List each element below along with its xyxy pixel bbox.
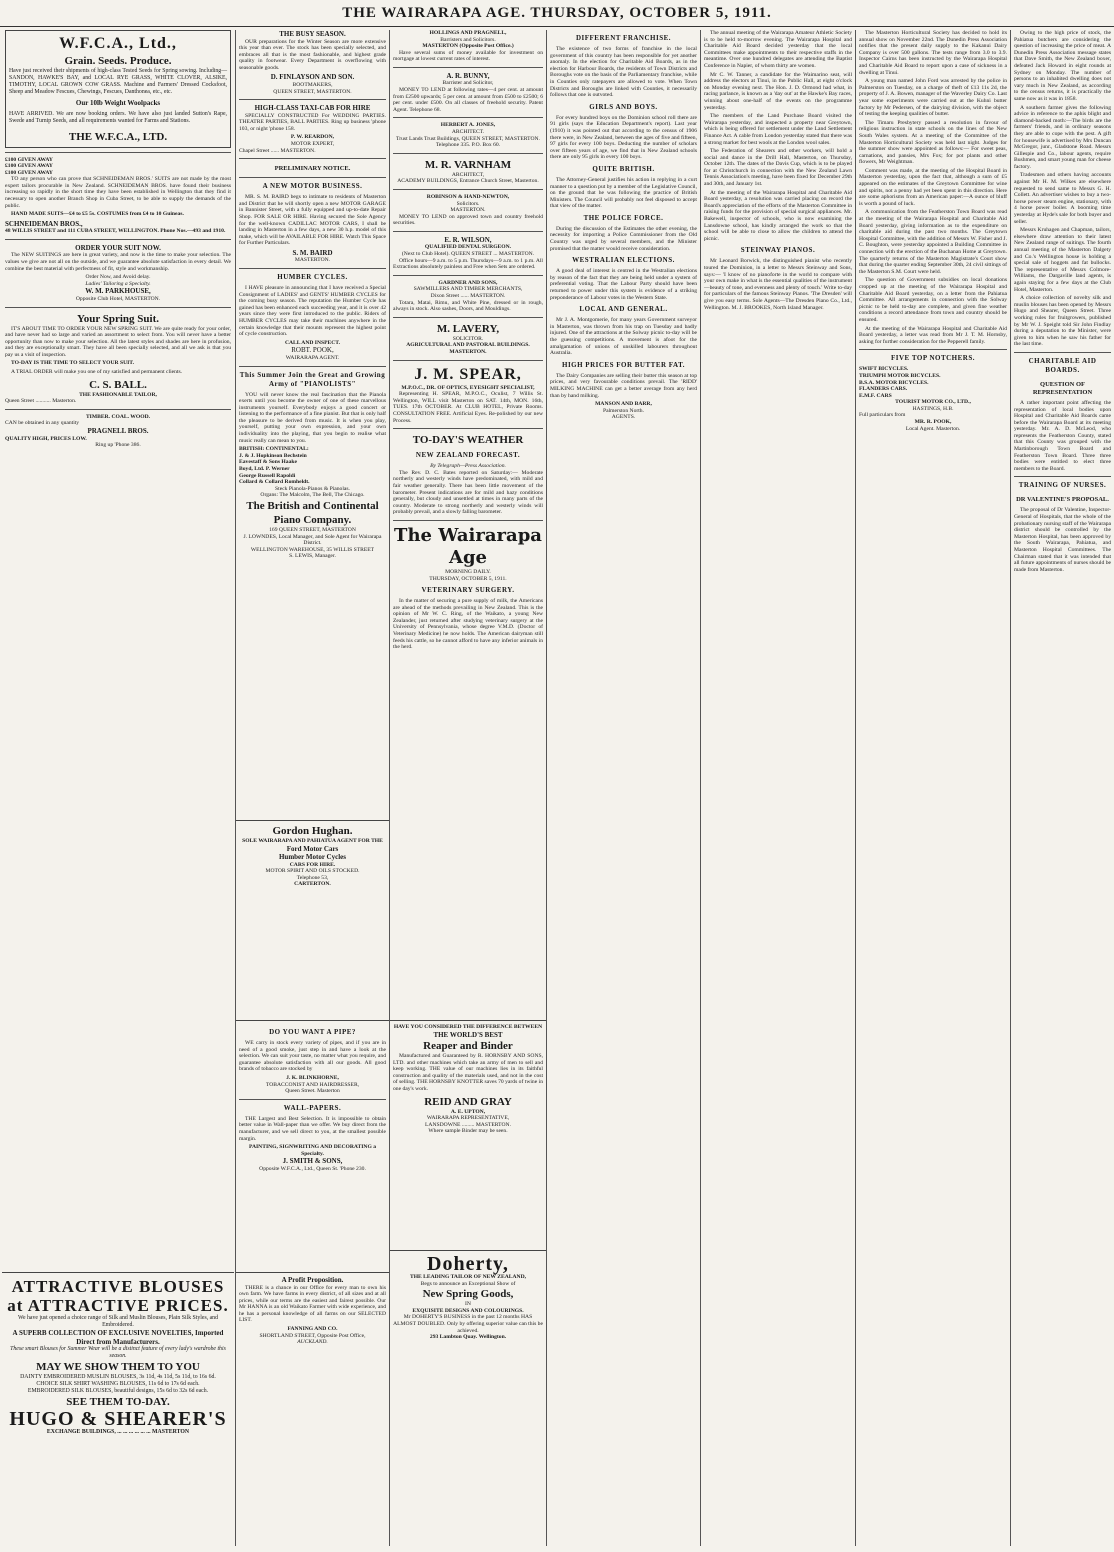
gardner-tag: SAWMILLERS AND TIMBER MERCHANTS, — [413, 286, 523, 293]
hugo-shearer: HUGO & SHEARER'S — [9, 1408, 227, 1430]
pipe-name: J. K. BLINKHORNE, — [286, 1074, 339, 1081]
jones-address: Trust Lands Trust Buildings, QUEEN STREET, MASTERTON. Telephone 335. P.O. Box 60. — [396, 135, 540, 149]
upton-address: LANSDOWNE ......... MASTERTON. — [425, 1121, 511, 1128]
parkhouse-address: Opposite Club Hotel, MASTERTON. — [75, 295, 161, 302]
baird-name: S. M. BAIRD — [292, 248, 333, 257]
organs-line: Organs: The Malcolm, The Bell, The Chicago. — [260, 492, 365, 499]
age-date: THURSDAY, OCTOBER 5, 1911. — [429, 575, 507, 582]
wilson-heading: E. R. WILSON, — [444, 235, 492, 244]
schneideman-address: 48 WILLIS STREET and 111 CUBA STREET, WELLINGTON. Phone Nos.—493 and 1910. — [5, 228, 226, 235]
wfca-subtitle: Grain. Seeds. Produce. — [64, 55, 172, 67]
franchise-body: The existence of two forms of franchise in the local government of this country has been responsible for yet another anomaly. In the election for Charitable Aid Boards, as in the election for Harbour Boards, the residents of Town Districts and Boroughs vote on the basis of the Parliamentary franchise, while in Counties only ratepayers are allowed to vote. When Town Districts and Boroughs are linked with Counties, it necessarily follows that one is outvoted. — [550, 46, 697, 99]
five-name: MR. R. POOK, — [914, 419, 952, 426]
column-4 — [547, 30, 700, 1546]
schneideman-ad — [5, 157, 231, 235]
profit-heading: A Profit Proposition. — [281, 1276, 344, 1284]
schneideman-name: SCHNEIDEMAN BROS., — [5, 219, 83, 228]
pipe-body: WE carry in stock every variety of pipes, and if you are in need of a good smoke, just step in and have a look at the selection. We can suit your taste, no matter what you require, and guarantee absolute satisfaction with all our goods. All good brands of tobacco are stocked by — [239, 1040, 386, 1073]
lavery-tag: SOLICITOR. — [452, 335, 484, 342]
gardner-address: Dixon Street ...... MASTERTON. — [430, 293, 506, 300]
five-heading: FIVE TOP NOTCHERS. — [890, 354, 975, 363]
col6-paragraph: A young man named John Ford was arrested by the police in Palmerston on Tuesday, on a charge of theft of £13 11s 2d, the property of J. A. Bowen, manager of the Waverley Dairy Co. Last year some experiments were carried out at the Kuhni butter factory by Mr Pedersen, of the dairying division, with the object of testing the keeping qualities of butter. — [859, 78, 1007, 118]
wfca-ad — [5, 30, 231, 148]
ball-body: IT'S ABOUT TIME TO ORDER YOUR NEW SPRING SUIT. We are quite ready for your order, and have never had so large and varied an assortment to select from. You will never have a better opportunity than now to make your selection. All the latest styles and shades are here in profusion, and they are exceptionally smart. They have all been specially selected, and all we ask is that you pay us a visit of inspection. — [5, 325, 231, 358]
wfca-body2: HAVE ARRIVED. We are now booking orders. We have also just landed Sutton's Rape, Swede and Turnip Seeds, and all requirements wanted for Farms and Stations. — [9, 110, 227, 124]
profit-address: SHORTLAND STREET, Opposite Post Office, — [259, 1332, 366, 1339]
giveaway-line: £100 GIVEN AWAY — [5, 169, 53, 176]
signoff-address: Palmerston North. — [602, 407, 645, 414]
franchise-heading: DIFFERENT FRANCHISE. — [575, 34, 672, 42]
reaper-body: Manufactured and Guaranteed by R. HORNSBY AND SONS, LTD. and other machines which take an army of men to sell and keep working. THE value of our machines lies in its faithful construction and quality of the materials used, and not in the cost of selling. THE HORNSBY KNOTTER saves 70 yards of twine in one day's work. — [393, 1053, 543, 1093]
doherty-in: IN — [465, 1301, 471, 1308]
wfca-woolpacks: Our 10lb Weight Woolpacks — [75, 99, 161, 107]
ball-tag: THE FASHIONABLE TAILOR, — [79, 391, 157, 398]
weather-heading: TO-DAY'S WEATHER — [412, 434, 524, 447]
pragnell-tag: QUALITY HIGH, PRICES LOW. — [5, 435, 87, 442]
hughan-phone: Telephone 53, — [296, 874, 329, 881]
pianists-list-item: J. & J. Hopkinson Bechstein — [239, 452, 307, 459]
doherty-ad — [390, 1250, 546, 1546]
busy-body: OUR preparations for the Winter Season are more extensive this year than ever. The stock has been specially selected, and embraces all that is the most fashionable, and highest grade quality in footwear. Every Department is overflowing with seasonable goods. — [239, 38, 386, 71]
col7-paragraph: A southern farmer gives the following advice in reference to the aphis blight and diamond-backed moth:—The birds are the farmers' friends, and in ordinary seasons they are able to cope with the pest. A gift for housewife is advertised by Mrs Duncan McGregor, junr., Gladstone Road. Messrs Gillespie and Co., labour agents, require Bushmen, and smart young man for cheese factory. — [1014, 104, 1111, 170]
wfca-body: Have just received their shipments of high-class Tested Seeds for Spring sowing. Including— SANDON, HAWKE'S BAY, and LOCAL RYE GRASS, WHITE CLOVER, ALSIKE, TIMOTHY, LOCAL GROWN COW GRASS. Machine and Farmers' Dressed Cocksfoot, Sheep and Meadow Fescues, Chewings, Fescues, Danthonea, etc., etc. — [9, 68, 227, 95]
col6-paragraph: The question of Government subsidies on local donations cropped up at the meeting of the Wairarapa Hospital and Charitable Aid Board yesterday, on a letter from the Pahiatua Committee. All arrangements in connection with the Solway picnic to be held to-day are complete, and given fine weather conditions a record attendance from town and country should be ensured. — [859, 277, 1007, 323]
butter-heading: HIGH PRICES FOR BUTTER FAT. — [562, 360, 685, 369]
jones-heading: HERBERT A. JONES, — [440, 122, 496, 129]
quite-body: The Attorney-General justifies his action in replying in a curt manner to a question put by a member of the Legislative Council, on the ground that he was following the practice of British Ministers. The Council will probably not feel disposed to accept that view of the matter. — [550, 176, 697, 210]
steinway-heading: STEINWAY PIANOS. — [740, 246, 816, 255]
reaper-head3: Reaper and Binder — [423, 1040, 513, 1053]
parkhouse-name: W. M. PARKHOUSE, — [85, 287, 151, 296]
ball-today: TO-DAY IS THE TIME TO SELECT YOUR SUIT. — [11, 360, 135, 367]
quite-heading: QUITE BRITISH. — [592, 164, 655, 173]
girls-body: For every hundred boys on the Dominion school roll there are 91 girls (says the Education Department's report). Last year (1910) it was pointed out that according to the census of 1906 there were, in New Zealand, between the ages of five and fifteen, 97 girls for every 100 boys. Deducting the number of scholars over fifteen years of age, we find that in New Zealand schools there are only 95 girls in every 100 boys. — [550, 114, 697, 161]
age-subtitle: MORNING DAILY. — [445, 568, 491, 575]
spear-tag: M.P.O.C., DR. OF OPTICS, EYESIGHT SPECIALIST, — [401, 384, 535, 391]
age-title: The Wairarapa Age — [394, 524, 542, 568]
hughan-ford: Ford Motor Cars — [286, 844, 339, 853]
humber-call: CALL AND INSPECT. — [284, 339, 341, 346]
five-item: TRIUMPH MOTOR BICYCLES. — [859, 372, 941, 379]
col6-paragraph: The Masterton Horticultural Society has decided to hold its annual show on November 22nd. The Dunedin Press Association notifies that the present daily supply to the Kakanui Dairy Company is over 500 gallons. The tests range from 3.0 to 3.9. Inspector Cairns has been instructed by the Wairarapa Hospital and Charitable Aid Board to report upon a case of sickness in a dwelling at Tinui. — [859, 30, 1007, 76]
parkhouse-ladies: Ladies' Tailoring a Specialty. — [85, 280, 151, 287]
blouses-collection: A SUPERB COLLECTION OF EXCLUSIVE NOVELTIES, Imported Direct from Manufacturers. — [12, 1329, 224, 1346]
doherty-heading: Doherty, — [427, 1253, 509, 1275]
reaper-head1: HAVE YOU CONSIDERED THE DIFFERENCE BETWEEN — [393, 1024, 543, 1030]
col6-paragraph: Comment was made, at the meeting of the Hospital Board in Masterton yesterday, upon the fact that, although a sum of £5 appeared on the estimates of the Greytown Committee for wine and spirits, not a penny had yet been spent in this direction. Here are some aphorisms from an American paper:—A ounce of bluff is worth a pound of luck. — [859, 167, 1007, 207]
column-6 — [856, 30, 1010, 1546]
taxicab-body: SPECIALLY CONSTRUCTED For WEDDING PARTIES. THEATRE PARTIES, BALL PARTIES. Ring up business 'phone 103, or night 'phone 158. — [239, 112, 386, 132]
wallpaper-address: Opposite W.F.C.A., Ltd., Queen St. 'Phone 230. — [259, 1165, 366, 1172]
column-1 — [2, 30, 234, 1270]
profit-body: THERE is a chance in our Office for every man to own his own farm. We have farms in every district, of all sizes and at all prices, while our terms are the easiest and fairest possible. Our Mr HANNA is an old Waikato Farmer with wide experience, and he has a personal knowledge of all farms on our SELECTED LIST. — [239, 1284, 386, 1324]
pipe-tag: TOBACCONIST AND HAIRDRESSER, — [265, 1081, 360, 1088]
preliminary-notice: PRELIMINARY NOTICE. — [274, 165, 351, 173]
vet-heading: VETERINARY SURGERY. — [421, 586, 515, 595]
col7-paragraph: Tradesmen and others having accounts against Mr H. M. Wilkes are elsewhere requested to send same to Messrs G. H. Collett. An advertiser wishes to buy a two-horse power steam engine, stationary, with 4 horse power boiler. A booming time yesterday at Hyde's sale for both buyer and seller. — [1014, 172, 1111, 225]
wallpaper-name: J. SMITH & SONS, — [282, 1157, 343, 1166]
hughan-heading: Gordon Hughan. — [272, 825, 353, 837]
local-body: Mr J. A. Montgomerie, for many years Government surveyor in Masterton, was thrown from his trap on Tuesday and badly injured. One of the attractions at the Solway picnic to-day will be the guessing competitions. A movement is afoot for the amalgamation of unions of unskilled labourers throughout Australia. — [550, 317, 697, 357]
baird-address: MASTERTON. — [294, 257, 331, 264]
giveaway-line: £100 GIVEN AWAY — [5, 156, 53, 163]
robinson-tag: Solicitors. — [456, 200, 480, 207]
pipe-heading: DO YOU WANT A PIPE? — [269, 1028, 356, 1036]
reid-gray: REID AND GRAY — [424, 1095, 512, 1108]
column-5 — [701, 30, 855, 1546]
ball-address: Queen Street ........... Masterton. — [5, 398, 77, 405]
pragnell-body: CAN be obtained in any quantity — [5, 420, 80, 427]
local-heading: LOCAL AND GENERAL. — [579, 305, 668, 314]
blouses-line: DAINTY EMBROIDERED MUSLIN BLOUSES, 3s 11d, 4s 11d, 5s 11d, to 16s 6d. — [20, 1374, 216, 1380]
parkhouse-order: Order Now, and Avoid delay. — [85, 274, 151, 281]
doherty-body: Begs to announce an Exceptional Show of — [420, 1280, 516, 1287]
pianists-body: YOU will never know the real fascination that the Pianola exerts until you become the owner of one of these marvellous instruments yourself. Everybody enjoys a good concert or listening to the performance of a fine pianist. But that is only half the pleasure to be derived from music. It is when you play, yourself, putting your own expression, and your own individuality into the playing, that you begin to realise what music really can mean to you. — [239, 391, 386, 444]
westralian-body: A good deal of interest is centred in the Westralian elections by reason of the fact that they are being held under a system of preferential voting. That the Labour Party should have been returned to power under this system is evidence of a striking preponderance of Labour votes in the Western State. — [550, 268, 697, 301]
hugo-address: EXCHANGE BUILDINGS, ... ... ... ... ... ... MASTERTON — [46, 1429, 190, 1435]
profit-ad — [236, 1272, 389, 1546]
jones-tag: ARCHITECT. — [451, 129, 485, 136]
nurses-body: The proposal of Dr Valentine, Inspector-General of Hospitals, that the whole of the probationary nursing staff of the Wairarapa district should be controlled by the Masterton Hospital, has been approved by the South Wairarapa, Pahiatua, and Masterton Hospital Committees. The Chairman stated that it was intended that all future appointments of nurses should be made from Masterton. — [1014, 507, 1111, 573]
reaper-ad — [390, 1020, 546, 1248]
schneideman-body: TO any person who can prove that SCHNEIDEMAN BROS.' SUITS are not made by the most expert tailors procurable in New Zealand. SCHNEIDEMAN BROS. have found their business increasing so rapidly in the short time they have been established in Wellington that they find it necessary to open another Branch Shop in Cuba Street, to be able to supply the demands of the public. — [5, 176, 231, 209]
robinson-heading: ROBINSON & HAND-NEWTON, — [426, 194, 510, 200]
humber-body: I HAVE pleasure in announcing that I have received a Special Consignment of LADIES' and GENTS' HUMBER CYCLES for the coming busy season. The reputation the Humber Cycle has gained has been enhanced each succeeding year, and it is over 42 years since they were first introduced to the public. Riders of HUMBER CYCLES may take their machines anywhere in the certain knowledge that their mounts represent the highest point of cycle construction. — [239, 285, 386, 338]
doherty-tag: THE LEADING TAILOR OF NEW ZEALAND, — [409, 1274, 527, 1280]
piano-wellington: WELLINGTON WAREHOUSE, 35 WILLIS STREET — [250, 546, 375, 553]
five-item: FLANDERS CARS. — [859, 386, 908, 393]
pragnell-heading: TIMBER. COAL. WOOD. — [85, 413, 151, 420]
ball-ad — [5, 312, 231, 405]
finlayson-tag: BOOTMAKERS, — [292, 81, 333, 88]
pianists-heading: This Summer Join the Great and Growing Army of "PIANOLISTS" — [239, 370, 386, 388]
lavery-body: AGRICULTURAL AND PASTORAL BUILDINGS. MASTERTON. — [406, 342, 530, 355]
parkhouse-body: The NEW SUITINGS are here in great variety, and now is the time to make your selection. The values we give are not all on the outside, and we guarantee absolute satisfaction in every detail. We combine the best material with perfectness of fit, style and workmanship. — [5, 252, 231, 272]
pragnell-ad — [5, 414, 231, 449]
wilson-tag: QUALIFIED DENTAL SURGEON. — [424, 244, 512, 251]
reardon-tag: MOTOR EXPERT, — [290, 141, 335, 148]
giveaway-line: £100 GIVEN AWAY — [5, 163, 53, 170]
blouses-show: MAY WE SHOW THEM TO YOU — [36, 1361, 200, 1373]
busy-heading: THE BUSY SEASON. — [279, 30, 346, 38]
weather-subheading: NEW ZEALAND FORECAST. — [415, 451, 521, 460]
pianists-list-item: Eavestaff & Sons Haake — [239, 459, 297, 466]
blouses-heading: ATTRACTIVE BLOUSES at ATTRACTIVE PRICES. — [7, 1277, 229, 1315]
piano-manager-2: S. LEWIS, Manager. — [289, 553, 336, 560]
piano-company: The British and Continental Piano Company. — [246, 500, 379, 526]
hughan-hire: CARS FOR HIRE. — [289, 861, 336, 868]
wallpaper-heading: WALL-PAPERS. — [283, 1103, 342, 1112]
bunny-tag: Barrister and Solicitor, — [442, 80, 494, 87]
nurses-heading: TRAINING OF NURSES. — [1018, 481, 1107, 490]
signoff-name: MANSON AND BARR, — [595, 401, 652, 408]
vet-body: In the matter of securing a pure supply of milk, the Americans are ahead of the methods prevailing in New Zealand. This is the opinion of Mr W. C. Ring, of the Waikato, a young New Zealander, just returned after studying veterinary surgery at the University of Pennsylvania, whose degree V.M.D. (Doctor of Veterinary Medicine) he now holds. The American dairyman still feeds his cattle, so he cannot afford to have any inferior animals in the herd. — [393, 598, 543, 651]
doherty-address: 293 Lambton Quay. Wellington. — [429, 1334, 507, 1341]
schneideman-prices: HAND MADE SUITS—£4 to £5 5s. COSTUMES from £4 to 10 Guineas. — [11, 211, 184, 218]
five-item: SWIFT BICYCLES. — [859, 366, 909, 373]
steinway-body: Mr Leonard Borwick, the distinguished pianist who recently toured the Dominion, in a letter to Messrs Steinway and Sons, says:— 'I know of no pianoforte in the world to compare with your own make in what is the essential qualities of the instrument—beauty of tone, and evenness and plenty of touch.' Write to-day for particulars of the famous Steinway Pianos. 'The Dresden' will give you easy terms. Sole Agents—The Dresden Piano Co., Ltd., Wellington. M. J. BROOKES, North Island Manager. — [704, 258, 852, 311]
bunny-heading: A. R. BUNNY, — [446, 71, 490, 80]
robinson-body: MONEY TO LEND on approved town and country freehold securities. — [393, 213, 543, 227]
col7-paragraph: Messrs Kruhagen and Chapman, tailors, elsewhere draw attention to their latest New Zealand range of suitings. The fourth annual meeting of the Masterton Dalgety and Co.'s Wellington house is holding a special sale of hoggets and fat bullocks. The representative of Messrs Colmore-Williams, the Dargaville land agents, is again staying for a few days at the Club Hotel, Masterton. — [1014, 227, 1111, 293]
humber-heading: HUMBER CYCLES. — [277, 273, 348, 282]
varnham-address: ACADEMY BUILDINGS, Entrance Church Street, Masterton. — [397, 178, 539, 185]
pianists-list-head: BRITISH: CONTINENTAL: — [239, 446, 309, 453]
pragnell-phone: Ring up 'Phone 386. — [95, 442, 141, 449]
charitable-heading: CHARITABLE AID BOARDS. — [1028, 356, 1097, 374]
reaper-head2: THE WORLD'S BEST — [433, 1030, 503, 1039]
upton-tag: WAIRARAPA REPRESENTATIVE, — [426, 1115, 510, 1122]
baird-body: MR. S. M. BAIRD begs to intimate to residents of Masterton and District that he will shortly open a new MOTOR GARAGE in Bannister Street, with a fully equipped and up-to-date Repair Shop. FOR SALE OR HIRE. Having secured the Sole Agency for the well-known CADILLAC MOTOR CARS, I shall be landing in Masterton in a few days, a new 30 h.p. model of this make, which will be AVAILABLE FOR HIRE. Watch This Space for Further Particulars. — [239, 194, 386, 247]
masthead: THE WAIRARAPA AGE. THURSDAY, OCTOBER 5, 1911. — [0, 0, 1114, 27]
gardner-heading: GARDNER AND SONS, — [438, 279, 498, 286]
hughan-ad — [236, 820, 389, 1018]
weather-body: The Rev. D. C. Bates reported on Saturday:— Moderate northerly and westerly winds have predominated, with mild and fair weather generally. There has been little movement of the barometer. Present indications are for mild and hazy conditions generally, but cloudy and unsettled at times in many parts of the country. Moderate to strong northerly and westerly winds will probably prevail, and a slowly falling barometer. — [393, 469, 543, 516]
spear-heading: J. M. SPEAR, — [414, 365, 522, 383]
pragnell-name: PRAGNELL BROS. — [87, 427, 149, 436]
column-7 — [1011, 30, 1114, 1546]
five-item: B.S.A. MOTOR BICYCLES. — [859, 379, 929, 386]
blouses-line: CHOICE SILK SHIRT WASHING BLOUSES, 11s 6d to 17s 6d each. — [36, 1381, 200, 1387]
girls-heading: GIRLS AND BOYS. — [589, 102, 658, 111]
police-body: During the discussion of the Estimates the other evening, the necessity for importing a Police Commissioner from the Old Country was urged by several members, and the Minister promised that the matter would receive consideration. — [550, 225, 697, 252]
baird-heading: A NEW MOTOR BUSINESS. — [262, 182, 363, 191]
butter-body: The Dairy Companies are selling their butter this season at top prices, and very favourable conditions prevail. The 'RIDD' MILKING MACHINE can get a better average from any herd than by hand milking. — [550, 372, 697, 399]
bunny-body: MONEY TO LEND at following rates—4 per cent. at amount from £2500 upwards; 5 per cent. at amount from £500 to £2500; 6 per cent. under £500. On all classes of freehold security. Patent Agent. Telephone 68. — [393, 87, 543, 113]
col7-paragraph: Owing to the high price of stock, the Pahiatua butchers are considering the question of increasing the price of meat. A Dunedin Press Association message states that Dave Smith, the New Zealand boxer, defeated Jack Howard in eight rounds at Sydney on Monday. The number of persons to an inhabited dwelling does not vary much in New Zealand, as according to the census returns, it is practically the same now as it was in 1858. — [1014, 30, 1111, 102]
hollings-heading: HOLLINGS AND PRAGNELL, — [429, 30, 507, 36]
five-agent: TOURIST MOTOR CO., LTD., — [895, 399, 971, 406]
lavery-heading: M. LAVERY, — [436, 322, 500, 335]
varnham-tag: ARCHITECT, — [451, 171, 485, 178]
parkhouse-heading: ORDER YOUR SUIT NOW. — [75, 243, 161, 252]
five-item: E.M.F. CARS — [859, 392, 892, 399]
pianists-list-item: Boyd, Ltd. P. Werner — [239, 466, 290, 473]
signoff-tag: AGENTS. — [611, 414, 636, 421]
col7-paragraph: A choice collection of novelty silk and muslin blouses has been opened by Messrs Hugo and Shearer, Queen Street. Three working rules for fruitgrowers, published by Mr W. J. Speight told Sir John Findlay during a deputation to the Minister, were given to him when he saw his father for the last time. — [1014, 295, 1111, 348]
wfca-footer: THE W.F.C.A., LTD. — [68, 130, 168, 143]
col5-paragraph: The annual meeting of the Wairarapa Amateur Athletic Society is to be held to-morrow evening. The Wairarapa Hospital and Charitable Aid Board decided yesterday that the local Committees make appointments to their respective staffs in the meantime. Over one hundred delegates are attending the Baptist Conference in Napier, of whom thirty are women. — [704, 30, 852, 69]
five-from: Full particulars from — [859, 412, 906, 419]
profit-name: FANNING AND CO. — [287, 1326, 338, 1333]
blouses-subheading: We have just opened a choice range of Silk and Muslin Blouses, Plain Silk Styles, and Embroidered. — [18, 1315, 218, 1328]
wallpaper-tag: PAINTING, SIGNWRITING AND DECORATING a Specialty. — [248, 1144, 377, 1157]
hughan-spirit: MOTOR SPIRIT AND OILS STOCKED. — [265, 868, 360, 875]
upton-note: Where sample Binder may be seen. — [428, 1128, 508, 1135]
nurses-subheading: DR VALENTINE'S PROPOSAL. — [1016, 496, 1109, 504]
blouses-ad — [2, 1272, 234, 1544]
col6-paragraph: The Timaru Presbytery passed a resolution in favour of religious instruction in state schools on the lines of the New South Wales system. At a meeting of the Committee of the Masterton Horticultural Society was held last night. Judges for the summer show were appointed as follows:— For sweet peas, carnations, and pansies, Mrs Fox; for pot plants and other flowers, Mr Weightman. — [859, 119, 1007, 166]
ball-heading: Your Spring Suit. — [76, 312, 160, 325]
pianists-list-item: Collard & Collard Romheldt. — [239, 479, 310, 486]
taxicab-heading: HIGH-CLASS TAXI-CAB FOR HIRE — [254, 104, 371, 113]
varnham-heading: M. R. VARNHAM — [424, 158, 512, 171]
upton-name: A. E. UPTON, — [450, 1108, 486, 1115]
hughan-body: SOLE WAIRARAPA AND PAHIATUA AGENT FOR THE — [242, 838, 383, 844]
piano-address: 169 QUEEN STREET, MASTERTON — [269, 527, 356, 533]
col6-paragraph: A communication from the Featherston Town Board was read at the meeting of the Wairarapa Hospital and Charitable Aid Board yesterday, giving information as to the expenditure on charitable aid during the past two months. The Greytown Hospital Committee, with the addition of Messrs W. Fisher and J. C. Boughton, were yesterday appointed a Building Committee in connection with the erection of the Buchanan Home at Greytown. The quarterly returns of the Masterton Magistrate's Court show that during the quarter ending September 30th, 24 civil sittings of the Masterton S.M. Court were held. — [859, 209, 1007, 275]
westralian-heading: WESTRALIAN ELECTIONS. — [572, 256, 675, 265]
piano-manager: J. LOWNDES, Local Manager, and Sole Agent for Wairarapa District. — [243, 533, 382, 547]
pipe-address: Queen Street. Masterton — [285, 1088, 340, 1095]
col6-paragraph: At the meeting of the Wairarapa Hospital and Charitable Aid Board yesterday, a letter was read from Mr J. T. M. Hornsby, asking for further consideration for the Pepperell family. — [859, 325, 1007, 345]
robinson-address: MASTERTON. — [450, 207, 486, 214]
parkhouse-ad — [5, 244, 231, 303]
hollings-address: MASTERTON (Opposite Post Office.) — [422, 43, 514, 50]
police-heading: THE POLICE FORCE. — [583, 213, 664, 222]
ball-trial: A TRIAL ORDER will make you one of my satisfied and permanent clients. — [11, 369, 183, 376]
steck-line: Steck Pianola-Pianos & Pianolas. — [275, 485, 350, 492]
pipe-wallpaper-ads — [236, 1020, 389, 1270]
blouses-see: SEE THEM TO-DAY. — [66, 1396, 170, 1408]
hughan-humber: Humber Motor Cycles — [278, 853, 346, 862]
doherty-designs: EXQUISITE DESIGNS AND COLOURINGS. — [412, 1307, 524, 1314]
pook-name: ROBT. POOK, — [291, 346, 334, 355]
finlayson-address: QUEEN STREET, MASTERTON. — [273, 88, 352, 95]
doherty-note: Mr DOHERTY'S BUSINESS in the past 12 months HAS ALMOST DOUBLED. Only by offering superior value can this be achieved. — [393, 1314, 543, 1334]
doherty-goods: New Spring Goods, — [422, 1288, 514, 1301]
spear-body: Representing H. SPEAR, M.P.O.C., Oculist, 7 Willis St. Wellington, WILL visit Masterton on SAT. 14th, MON. 16th, TUES. 17th OCTOBER. At CLUB HOTEL, Private Rooms. CONSULTATION FREE. Artificial Eyes. Re-polished by our new Process. — [393, 391, 543, 424]
five-tag: Local Agent. Masterton. — [905, 425, 961, 432]
profit-city: AUCKLAND. — [297, 1339, 328, 1346]
charitable-body: A rather important point affecting the representation of local bodies upon Hospital and Charitable Aid Boards came before the Wairarapa Board at its meeting yesterday. Mr. A. D. McLeod, who represents the Featherston County, stated that this County was grouped with the Martinborough Town Board and Featherston Town Board. Three three bodies were entitled to elect three members to the Board. — [1014, 399, 1111, 472]
wallpaper-body: THE Largest and Best Selection. It is impossible to obtain better value in Wall-paper than we offer. We buy direct from the manufacturer, and we sell direct to you, at the smallest possible margin. — [239, 1115, 386, 1142]
col5-paragraph: At the meeting of the Wairarapa Hospital and Charitable Aid Board yesterday, a resolution was carried placing on record the Board's appreciation of the efforts of the Masterton Committee in raising funds for the provision of special surgical appliances. Mr. Bakewell, inspector of schools, who is now examining the Lansdowne school, has kindly arranged the work so that the school will be able to close to allow the children to attend the picnic. — [704, 189, 852, 242]
pianists-list-item: George Russell Rapoldi — [239, 472, 296, 479]
five-address: HASTINGS, H.B. — [912, 405, 954, 412]
hollings-tag: Barristers and Solicitors. — [440, 36, 496, 43]
hughan-address: CARTERTON. — [294, 881, 331, 888]
col5-paragraph: Mr C. W. Tanner, a candidate for the Waimarino seat, will address the electors at Tinui, in the Public Hall, at eight o'clock on Monday evening next. The Hon. J. D. Ormond had what, in racing parlance, is known as a 'day out' at the Hawke's Bay races, winning about one-half of the events on the programme yesterday. — [704, 71, 852, 111]
ball-name: C. S. BALL. — [89, 378, 147, 391]
wilson-body: Office hours—9 a.m. to 5 p.m. Thursdays—9 a.m. to 1 p.m. All Extractions absolutely painless and Free when Sets are ordered. — [393, 257, 543, 271]
charitable-subheading: QUESTION OF REPRESENTATION — [1032, 380, 1093, 396]
pook-tag: WAIRARAPA AGENT. — [285, 354, 340, 361]
reardon-name: P. W. REARDON, — [290, 134, 335, 141]
wilson-address: (Next to Club Hotel). QUEEN STREET ... MASTERTON. — [401, 251, 535, 258]
weather-byline: By Telegraph—Press Association. — [430, 463, 506, 470]
finlayson-name: D. FINLAYSON AND SON. — [270, 73, 355, 82]
wfca-title: W.F.C.A., Ltd., — [59, 35, 177, 52]
col5-paragraph: The Federation of Shearers and other workers, will hold a social and dance in the Drill Hall, Masterton, on Thursday, October 12th. The dates of the Davis Cup, which is to be played for at Christchurch in connection with the New Zealand Lawn Tennis Association's meeting, have been fixed for December 29th and 30th, and January 1st. — [704, 148, 852, 188]
reardon-address: Chapel Street ...... MASTERTON. — [239, 147, 316, 154]
hollings-body: Have several sums of money available for investment on mortgage at lowest current rates of interest. — [393, 49, 543, 63]
blouses-line: EMBROIDERED SILK BLOUSES, beautiful designs, 15s 6d to 32s 6d each. — [27, 1388, 209, 1394]
gardner-body: Totara, Matai, Rimu, and White Pine, dressed or in rough, always in stock. Also sashes, Doors, and Mouldings. — [393, 299, 543, 313]
blouses-collection-sub: These smart Blouses for Summer Wear will be a distinct feature of every lady's wardrobe this season. — [10, 1346, 226, 1359]
col5-paragraph: The members of the Land Purchase Board visited the Wairarapa yesterday, and inspected a property near Greytown, which is being offered for settlement under the Land Settlement Finance Act. A cable from London yesterday stated that there was a strong market for best wools at the London wool sales. — [704, 113, 852, 146]
